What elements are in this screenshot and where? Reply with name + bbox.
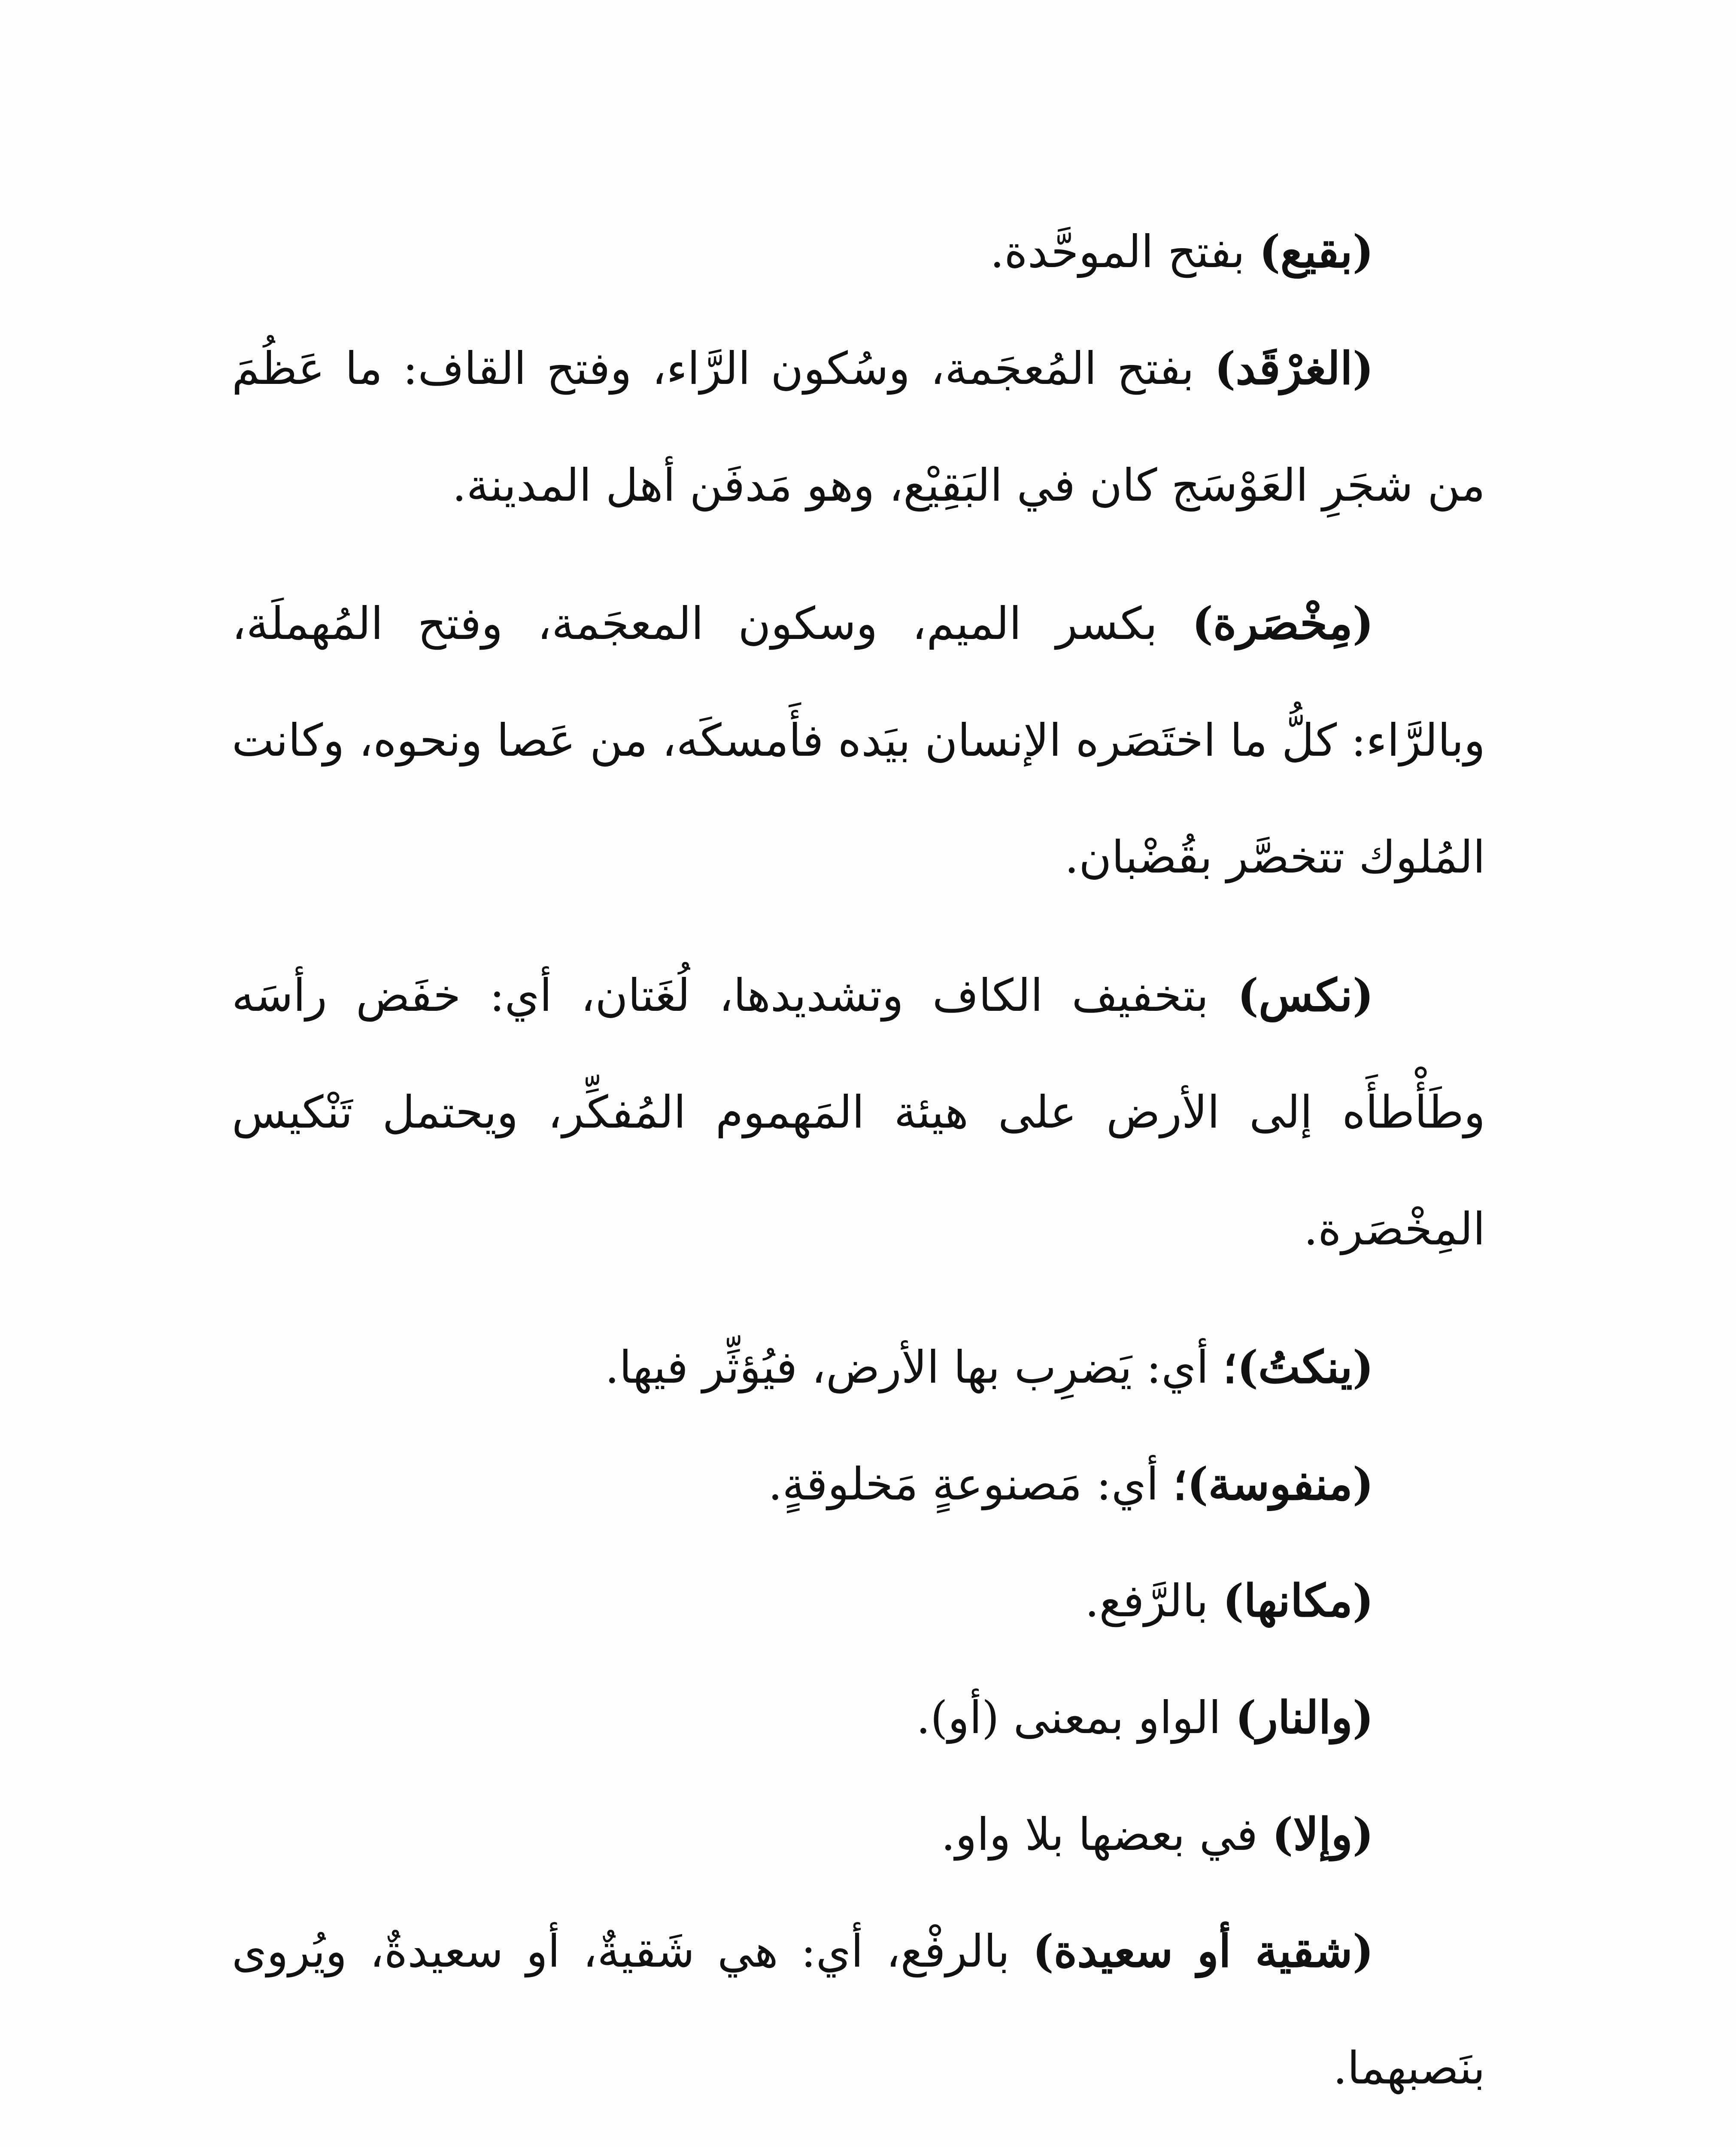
- entry-body: بكسر الميم، وسكون المعجَمة، وفتح المُهملَة، وبالرَّاء: كلُّ ما اختَصَره الإنسان بيَده فأَمسكَه، من عَصا ونحوه، وكانت المُلوك تتخصَّر بقُضْبان.: [232, 597, 1485, 883]
- main-text: [232, 193, 1485, 2147]
- entry-wal-nar: [232, 1659, 1485, 1776]
- entry-nakasa: [232, 937, 1485, 1287]
- entry-term: (مِخْصَرة): [1192, 597, 1374, 650]
- entry-term: (وإلا): [1272, 1808, 1374, 1861]
- entry-body: أي: مَصنوعةٍ مَخلوقةٍ.: [768, 1458, 1173, 1510]
- entry-body: أي: يَضرِب بها الأرض، فيُؤثِّر فيها.: [605, 1341, 1223, 1393]
- entry-term: (ينكتُ)؛: [1223, 1341, 1374, 1393]
- entry-mikhsara: [232, 565, 1485, 915]
- entry-term: (بقيع): [1259, 225, 1374, 278]
- entry-gharqad: [232, 310, 1485, 544]
- entry-wa-illa: [232, 1776, 1485, 1893]
- entry-term: (منفوسة)؛: [1173, 1457, 1374, 1510]
- entry-term: (مكانها): [1223, 1574, 1374, 1627]
- entry-manfusa: [232, 1426, 1485, 1542]
- entry-baqi: [232, 193, 1485, 310]
- entry-yankutu: [232, 1309, 1485, 1426]
- entry-term: (شقية أو سعيدة): [1032, 1925, 1374, 1977]
- entry-body: بفتح المُعجَمة، وسُكون الرَّاء، وفتح القاف: ما عَظُمَ من شجَرِ العَوْسَج كان في البَقِيْع، وهو مَدفَن أهل المدينة.: [232, 342, 1485, 511]
- entry-body: الواو بمعنى (أو).: [916, 1691, 1235, 1744]
- entry-term: (نكس): [1237, 969, 1374, 1022]
- entry-shaqiyya: [232, 1893, 1485, 2126]
- entry-body: بتخفيف الكاف وتشديدها، لُغَتان، أي: خفَض رأسَه وطَأْطأَه إلى الأرض على هيئة المَهموم المُفكِّر، ويحتمل تَنْكيس المِخْصَرة.: [232, 969, 1485, 1255]
- entry-term: (والنار): [1235, 1691, 1374, 1744]
- entry-body: بفتح الموحَّدة.: [990, 225, 1260, 278]
- entry-term: (الغرْقَد): [1214, 342, 1374, 395]
- entry-body: بالرَّفع.: [1085, 1575, 1223, 1627]
- entry-body: بالرفْع، أي: هي شَقيةٌ، أو سعيدةٌ، ويُروى بنَصبهما.: [232, 1925, 1485, 2094]
- entry-makanuha: [232, 1542, 1485, 1659]
- entry-body: في بعضها بلا واو.: [941, 1808, 1272, 1861]
